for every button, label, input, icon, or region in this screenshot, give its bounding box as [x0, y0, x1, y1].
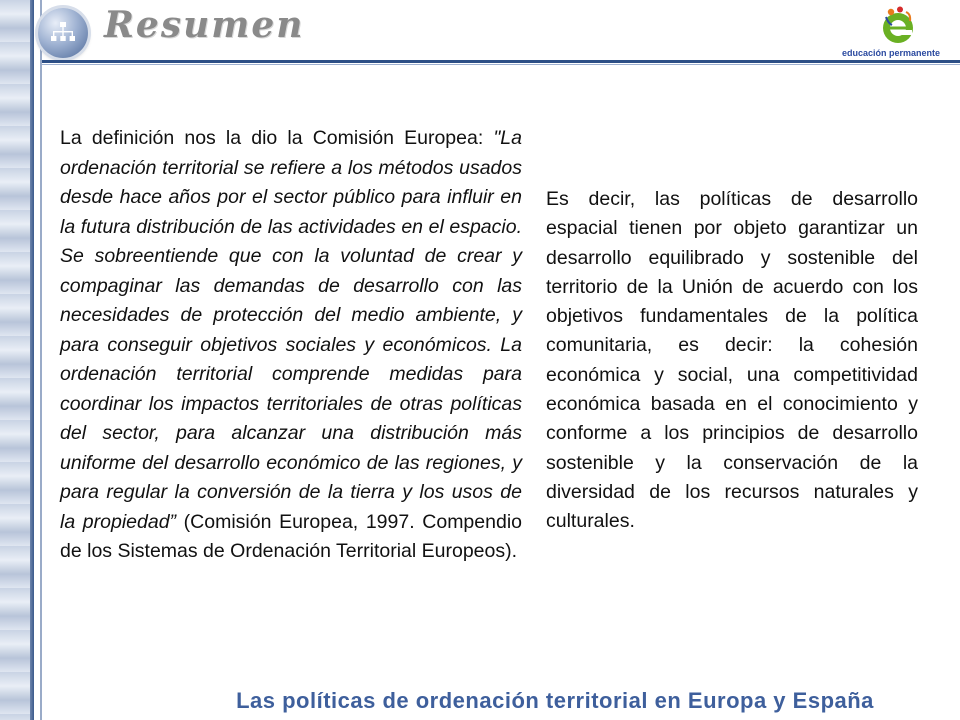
page-title: Resumen: [104, 4, 305, 46]
definition-citation: (Comisión Europea, 1997. Compendio de los Sistemas de Ordenación Territorial Europeos).: [60, 510, 522, 562]
header-divider-thin: [42, 64, 960, 65]
definition-intro: La definición nos la dio la Comisión Europea:: [60, 127, 494, 149]
left-decorative-border: [0, 0, 34, 720]
header-divider: [42, 60, 960, 63]
definition-quote: "La ordenación territorial se refiere a los métodos usados desde hace años por el sector público para influir en la futura distribución de las actividades en el espacio. Se sobreentiende que con la voluntad de crear y compaginar las demandas de desarrollo con las necesidades de protección del medio ambiente, y para conseguir objetivos sociales y económicos. La ordenación territorial comprende medidas para coordinar los impactos territoriales de otras políticas del sector, para alcanzar una distribución más uniforme del desarrollo económico de las regiones, y para regular la conversión de la tierra y los usos de la propiedad”: [60, 127, 522, 533]
explanation-paragraph: Es decir, las políticas de desarrollo espacial tienen por objeto garantizar un desarrollo equilibrado y sostenible del territorio de la Unión de acuerdo con los objetivos fundamentales de la política comunitaria, es decir: la cohesión económica y social, una competitividad económica basada en el conocimiento y conforme a los principios de desarrollo sostenible y la conservación de la diversidad de los recursos naturales y culturales.: [546, 188, 918, 533]
definition-paragraph: [60, 124, 522, 567]
footer-title: Las políticas de ordenación territorial en Europa y España: [236, 688, 874, 713]
brand-text: educación permanente: [842, 48, 941, 58]
brand-logo: [840, 4, 956, 60]
educacion-permanente-logo-icon: [880, 6, 916, 46]
left-divider-line: [40, 0, 42, 720]
sitemap-icon: [38, 8, 88, 58]
